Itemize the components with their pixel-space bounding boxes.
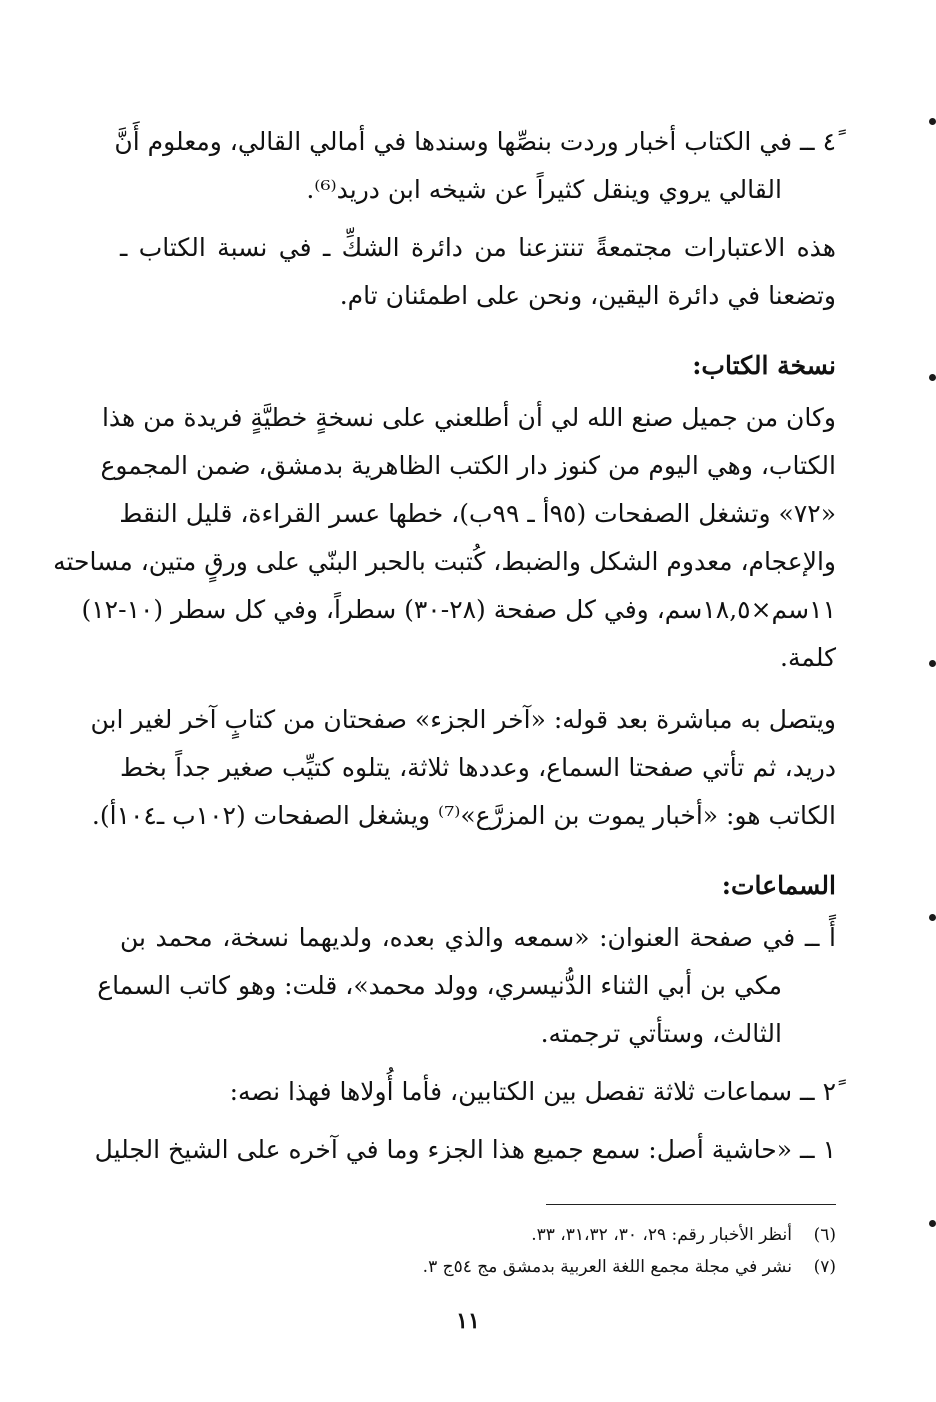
text-line: ١ ــ «حاشية أصل: سمع جميع هذا الجزء وما في آخره على الشيخ الجليل — [94, 1135, 836, 1164]
footnote-separator — [546, 1204, 836, 1205]
footnotes — [120, 1219, 836, 1283]
list-item-2 — [120, 1068, 836, 1116]
text-line: دريد، ثم تأتي صفحتا السماع، وعددها ثلاثة، يتلوه كتيِّب صغير جداً بخط — [120, 753, 836, 782]
footnote-text: نشر في مجلة مجمع اللغة العربية بدمشق مج ٥٤ج ٣. — [422, 1257, 792, 1277]
footnote-number: (٧) — [813, 1257, 836, 1277]
margin-mark — [929, 374, 936, 381]
section-heading-manuscript: نسخة الكتاب: — [692, 351, 836, 380]
list-item-4 — [114, 118, 836, 214]
paragraph-manuscript — [53, 394, 836, 682]
text-line: ويتصل به مباشرة بعد قوله: «آخر الجزء» صفحتان من كتابٍ آخر لغير ابن — [90, 705, 836, 734]
text-line: الثالث، وستأتي ترجمته. — [540, 1019, 782, 1048]
text-line: ٢ً ــ سماعات ثلاثة تفصل بين الكتابين، فأما أُولاها فهذا نصه: — [229, 1077, 836, 1106]
text-line: وكان من جميل صنع الله لي أن أطلعني على نسخةٍ خطيَّةٍ فريدة من هذا — [101, 403, 836, 432]
paragraph-conclusion — [120, 224, 836, 320]
text-line: مكي بن أبي الثناء الدُّنيسري، وولد محمد»، قلت: وهو كاتب السماع — [97, 971, 782, 1000]
text-line: ٤ً ــ في الكتاب أخبار وردت بنصِّها وسندها في أمالي القالي، ومعلوم أَنَّ — [114, 127, 836, 156]
list-item-a — [97, 914, 836, 1058]
text-line: كلمة. — [780, 643, 836, 672]
text-line: ١١سم×١٨,٥سم، وفي كل صفحة (٢٨-٣٠) سطراً، وفي كل سطر (١٠-١٢) — [81, 595, 836, 624]
text-line: هذه الاعتبارات مجتمعةً تنتزعنا من دائرة الشكِّ ـ في نسبة الكتاب ـ — [120, 233, 836, 262]
margin-mark — [929, 660, 936, 667]
text-line: «٧٢» وتشغل الصفحات (٩٥أ ـ ٩٩ب)، خطها عسر القراءة، قليل النقط — [119, 499, 836, 528]
section-heading-samaat: السماعات: — [721, 871, 836, 900]
footnote-text: أنظر الأخبار رقم: ٢٩، ٣٠، ٣١،٣٢، ٣٣. — [531, 1225, 792, 1245]
page-number: ١١ — [456, 1308, 480, 1334]
margin-mark — [929, 1220, 936, 1227]
margin-mark — [929, 914, 936, 921]
margin-mark — [929, 118, 936, 125]
text-line: الكاتب هو: «أخبار يموت بن المزرَّع»⁽⁷⁾ ويشغل الصفحات (١٠٢ب ـ١٠٤أ). — [91, 801, 836, 830]
footnote-number: (٦) — [813, 1225, 836, 1245]
text-line: وتضعنا في دائرة اليقين، ونحن على اطمئنان تام. — [339, 281, 836, 310]
paragraph-attached — [90, 696, 836, 840]
text-line: القالي يروي وينقل كثيراً عن شيخه ابن دريد⁽⁶⁾. — [306, 175, 782, 204]
footnote — [120, 1251, 836, 1283]
text-line: الكتاب، وهي اليوم من كنوز دار الكتب الظاهرية بدمشق، ضمن المجموع — [100, 451, 836, 480]
text-line: والإعجام، معدوم الشكل والضبط، كُتبت بالحبر البنّي على ورقٍ متين، مساحته — [53, 547, 836, 576]
list-item-1 — [94, 1126, 836, 1174]
footnote — [120, 1219, 836, 1251]
text-line: أً ــ في صفحة العنوان: «سمعه والذي بعده، ولديهما نسخة، محمد بن — [120, 923, 836, 952]
